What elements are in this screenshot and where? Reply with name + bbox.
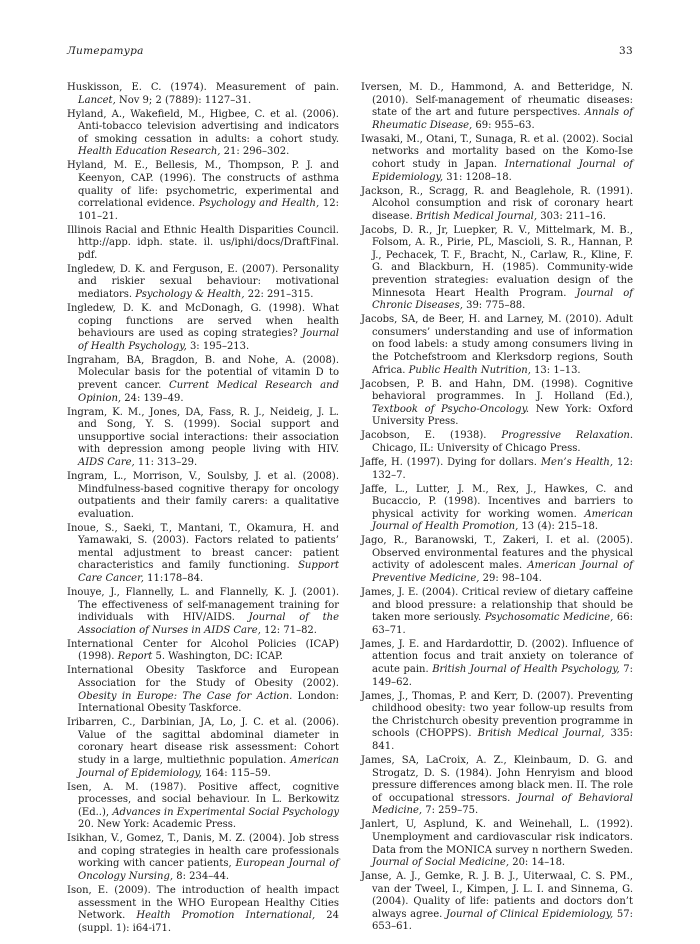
page-number: 33 bbox=[619, 45, 633, 57]
reference-text: Ingraham, BA, Bragdon, B. and Nohe, A. (2008). Molecular basis for the potential of vitamin D to prevent cancer. bbox=[67, 354, 339, 391]
reference-text: Ison, E. (2009). The introduction of health impact assessment in the WHO European Healthy Cities Network. bbox=[67, 885, 339, 922]
reference-text: 13: 1–13. bbox=[530, 364, 581, 376]
reference-text: Hyland, A., Wakefield, M., Higbee, C. et al. (2006). Anti-tobacco television advertising and indicators of smoking cessation in adults: a cohort study. bbox=[67, 108, 339, 145]
reference-source: Journal of Chronic Diseases, bbox=[372, 287, 633, 312]
reference-text: Inouye, J., Flannelly, L. and Flannelly, K. J. (2001). The effectiveness of self-management training for individuals with HIV/AIDS. bbox=[67, 587, 339, 624]
reference-entry bbox=[361, 457, 633, 482]
reference-entry bbox=[67, 885, 339, 935]
reference-source: European Journal of Oncology Nursing, bbox=[78, 858, 339, 883]
reference-text: Janlert, U, Asplund, K. and Weinehall, L. (1992). Unemployment and cardiovascular risk indicators. Data from the MONICA survey n northern Sweden. bbox=[361, 819, 633, 856]
reference-entry bbox=[361, 871, 633, 934]
reference-source: British Medical Journal, bbox=[477, 728, 605, 740]
reference-source: Journal of Health Psychology, bbox=[78, 328, 339, 352]
reference-text: Jacobs, SA, de Beer, H. and Larney, M. (2010). Adult consumers’ understanding and use of information on food labels: a study among consumers living in the Potchefstroom and Klerksdorp regions, South Africa. bbox=[361, 314, 633, 376]
reference-text: Ingledew, D. K. and McDonagh, G. (1998). What coping functions are served when health behaviours are used as coping strategies? bbox=[67, 303, 339, 340]
reference-source: Psychology and Health, bbox=[198, 198, 320, 210]
reference-source: American Journal of Preventive Medicine, bbox=[372, 560, 633, 585]
reference-entry bbox=[361, 82, 633, 132]
reference-source: International Journal of Epidemiology, bbox=[372, 158, 633, 183]
reference-text: Huskisson, E. C. (1974). Measurement of pain. bbox=[67, 82, 339, 93]
reference-source: Psychology & Health, bbox=[135, 289, 245, 301]
reference-source: Obesity in Europe: The Case for Action. bbox=[78, 690, 293, 702]
reference-text: James, J. E. (2004). Critical review of dietary caffeine and blood pressure: a relationship that should be taken more seriously. bbox=[361, 587, 633, 624]
reference-text: Iversen, M. D., Hammond, A. and Betteridge, N. (2010). Self-management of rheumatic diseases: state of the art and future perspectives. bbox=[361, 82, 633, 119]
reference-text: Inoue, S., Saeki, T., Mantani, T., Okamura, H. and Yamawaki, S. (2003). Factors related to patients’ mental adjustment to breast cancer: patient characteristics and family functioning. bbox=[67, 522, 339, 572]
reference-text: 8: 234–44. bbox=[173, 871, 230, 883]
reference-entry bbox=[67, 407, 339, 470]
reference-text: Ingram, K. M., Jones, DA, Fass, R. J., Neideig, J. L. and Song, Y. S. (1999). Social support and unsupportive social interactions: their association with depression among people living with HIV. bbox=[67, 406, 339, 456]
reference-entry bbox=[361, 484, 633, 534]
reference-text: 24: 139–49. bbox=[121, 392, 184, 404]
reference-source: Annals of Rheumatic Disease, bbox=[372, 107, 633, 131]
reference-text: Chicago, IL: University of Chicago Press. bbox=[372, 442, 581, 454]
reference-text: 66: 63–71. bbox=[372, 612, 633, 636]
reference-text: 335: 841. bbox=[372, 728, 634, 752]
reference-text: 31: 1208–18. bbox=[443, 171, 512, 183]
reference-entry bbox=[361, 691, 633, 754]
reference-entry bbox=[361, 134, 633, 184]
reference-text: 21: 296–302. bbox=[220, 146, 290, 158]
reference-source: Textbook of Psycho-Oncology. bbox=[372, 403, 530, 415]
reference-source: Advances in Experimental Social Psychology bbox=[112, 806, 340, 818]
reference-text: James, J. E. and Hardardottir, D. (2002). Influence of attention focus and trait anxiety on tolerance of acute pain. bbox=[361, 638, 633, 676]
reference-source: Journal of Clinical Epidemiology, bbox=[446, 908, 614, 920]
reference-text: 3: 195–213. bbox=[186, 340, 250, 352]
reference-entry bbox=[361, 379, 633, 429]
reference-entry bbox=[361, 819, 633, 869]
reference-source: Men’s Health, bbox=[540, 456, 614, 468]
reference-text: Hyland, M. E., Bellesis, M., Thompson, P. J. and Keenyon, CAP. (1996). The constructs of asthma quality of life: psychometric, experimental and correlational evidence. bbox=[67, 160, 339, 210]
reference-entry bbox=[67, 109, 339, 159]
reference-text: James, J., Thomas, P. and Kerr, D. (2007). Preventing childhood obesity: two year follow-up results from the Christchurch obesity prevention programme in schools (CHOPPS). bbox=[361, 690, 633, 740]
reference-text: 20. New York: Academic Press. bbox=[78, 819, 237, 831]
reference-text: Jacobson, E. (1938). bbox=[361, 430, 502, 442]
reference-text: James, SA, LaCroix, A. Z., Kleinbaum, D. G. and Strogatz, D. S. (1984). John Henryism and blood pressure differences among black men. II. The role of occupational stressors. bbox=[361, 754, 633, 804]
reference-text: 39: 775–88. bbox=[462, 300, 526, 312]
reference-entry bbox=[361, 430, 633, 455]
reference-text: 69: 955–63. bbox=[472, 119, 535, 131]
reference-source: Health Promotion International, bbox=[136, 910, 316, 922]
reference-columns bbox=[67, 82, 633, 937]
reference-entry bbox=[67, 523, 339, 586]
reference-source: Journal of Behavioral Medicine, bbox=[372, 792, 633, 817]
reference-text: London: International Obesity Taskforce. bbox=[78, 690, 340, 715]
reference-source: Support Care Cancer, bbox=[78, 560, 339, 585]
reference-text: Illinois Racial and Ethnic Health Disparities Council. http://app. idph. state. il. us/iphi/docs/DraftFinal. pdf. bbox=[67, 224, 339, 261]
reference-entry bbox=[67, 833, 339, 883]
reference-entry bbox=[67, 587, 339, 637]
reference-source: Psychosomatic Medicine, bbox=[484, 612, 614, 624]
reference-text: Iribarren, C., Darbinian, JA, Lo, J. C. et al. (2006). Value of the sagittal abdominal diameter in coronary heart disease risk assessment: Cohort study in a large, multiethnic population. bbox=[67, 717, 339, 766]
reference-source: Journal of the Association of Nurses in AIDS Care, bbox=[78, 612, 339, 636]
reference-text: 24 (suppl. 1): i64-i71. bbox=[78, 910, 339, 934]
reference-text: Isen, A. M. (1987). Positive affect, cognitive processes, and social behaviour. In L. Berkowitz (Ed..), bbox=[67, 781, 339, 818]
reference-column-right bbox=[361, 82, 633, 937]
reference-text: Isikhan, V., Gomez, T., Danis, M. Z. (2004). Job stress and coping strategies in health care professionals working with cancer patients, bbox=[67, 833, 339, 870]
reference-text: 12: 71–82. bbox=[260, 624, 317, 636]
reference-entry bbox=[67, 782, 339, 832]
reference-text: 12: 132–7. bbox=[372, 456, 633, 481]
running-head bbox=[67, 45, 633, 61]
reference-text: 22: 291–315. bbox=[244, 289, 314, 301]
reference-entry bbox=[67, 160, 339, 223]
reference-source: Progressive Relaxation. bbox=[501, 430, 633, 442]
reference-entry bbox=[361, 587, 633, 637]
reference-text: 13 (4): 215–18. bbox=[518, 521, 599, 533]
reference-source: Lancet, bbox=[78, 94, 116, 106]
reference-text: 57: 653–61. bbox=[372, 908, 633, 933]
reference-text: Jackson, R., Scragg, R. and Beaglehole, R. (1991). Alcohol consumption and risk of coronary heart disease. bbox=[361, 185, 633, 222]
reference-source: American Journal of Epidemiology, bbox=[78, 754, 339, 779]
reference-text: New York: Oxford University Press. bbox=[372, 403, 633, 428]
reference-text: International Center for Alcohol Policies (ICAP) (1998). bbox=[67, 638, 339, 663]
reference-text: 7: 149–62. bbox=[372, 664, 633, 688]
reference-text: International Obesity Taskforce and European Association for the Study of Obesity (2002). bbox=[67, 665, 339, 689]
reference-entry bbox=[361, 535, 633, 585]
reference-source: Journal of Social Medicine, bbox=[372, 857, 510, 869]
reference-source: British Medical Journal, bbox=[416, 210, 538, 222]
reference-entry bbox=[67, 717, 339, 780]
reference-text: Jacobsen, P. B. and Hahn, DM. (1998). Cognitive behavioral programmes. In J. Holland (Ed.), bbox=[361, 378, 633, 403]
reference-text: Jaffe, L., Lutter, J. M., Rex, J., Hawkes, C. and Bucaccio, P. (1998). Incentives and barriers to physical activity for working women. bbox=[361, 483, 633, 520]
reference-text: 11: 313–29. bbox=[134, 456, 198, 468]
reference-text: 7: 259–75. bbox=[422, 805, 479, 817]
reference-entry bbox=[67, 639, 339, 664]
reference-entry bbox=[67, 471, 339, 521]
reference-text: Jaffe, H. (1997). Dying for dollars. bbox=[361, 456, 541, 468]
reference-text: 5. Washington, DC: ICAP. bbox=[152, 651, 283, 663]
reference-source: AIDS Care, bbox=[78, 456, 135, 468]
reference-text: 303: 211–16. bbox=[537, 210, 606, 222]
reference-entry bbox=[67, 264, 339, 302]
reference-entry bbox=[67, 82, 339, 107]
reference-entry bbox=[361, 186, 633, 224]
reference-text: Iwasaki, M., Otani, T., Sunaga, R. et al. (2002). Social networks and mortality based on the Komo-Ise cohort study in Japan. bbox=[361, 133, 633, 170]
reference-source: American Journal of Health Promotion, bbox=[372, 508, 633, 533]
reference-text: 20: 14–18. bbox=[509, 857, 566, 869]
reference-entry bbox=[361, 225, 633, 313]
reference-source: Public Health Nutrition, bbox=[408, 364, 531, 376]
reference-text: Jago, R., Baranowski, T., Zakeri, I. et al. (2005). Observed environmental features and the physical activity of adolescent males. bbox=[361, 535, 633, 572]
reference-entry bbox=[67, 225, 339, 263]
reference-text: Ingram, L., Morrison, V., Soulsby, J. et al. (2008). Mindfulness-based cognitive therapy for oncology outpatients and their family carers: a qualitative evaluation. bbox=[67, 470, 339, 520]
reference-entry bbox=[67, 665, 339, 715]
reference-text: 12: 101–21. bbox=[78, 198, 340, 222]
reference-source: Current Medical Research and Opinion, bbox=[78, 380, 339, 404]
reference-source: Health Education Research, bbox=[78, 146, 221, 158]
reference-source: British Journal of Health Psychology, bbox=[432, 664, 620, 676]
reference-text: Nov 9; 2 (7889): 1127–31. bbox=[115, 94, 252, 106]
reference-text: 29: 98–104. bbox=[479, 573, 542, 585]
reference-entry bbox=[67, 355, 339, 405]
reference-entry bbox=[361, 755, 633, 818]
reference-text: Janse, A. J., Gemke, R. J. B. J., Uiterwaal, C. S. PM., van der Tweel, I., Kimpen, J. L. I. and Sinnema, G. (2004). Quality of life: patients and doctors don’t always agree. bbox=[361, 871, 633, 920]
reference-column-left bbox=[67, 82, 339, 937]
section-title: Литература bbox=[67, 45, 144, 57]
reference-text: 11:178–84. bbox=[143, 573, 204, 585]
reference-entry bbox=[361, 639, 633, 689]
reference-entry bbox=[361, 314, 633, 377]
reference-text: Jacobs, D. R., Jr, Luepker, R. V., Mittelmark, M. B., Folsom, A. R., Pirie, PL, Mascioli, S. R., Hannan, P. J., Pechacek, T. F., Bracht, N., Carlaw, R., Kline, F. G. and Blackburn, H. (1985). Community-wide prevention strategies: evaluation design of the Minnesota Heart Health Program. bbox=[361, 224, 633, 299]
reference-text: 164: 115–59. bbox=[201, 767, 271, 779]
reference-entry bbox=[67, 303, 339, 353]
reference-text: Ingledew, D. K. and Ferguson, E. (2007). Personality and riskier sexual behaviour: motivational mediators. bbox=[67, 263, 339, 301]
reference-source: Report bbox=[117, 651, 153, 663]
